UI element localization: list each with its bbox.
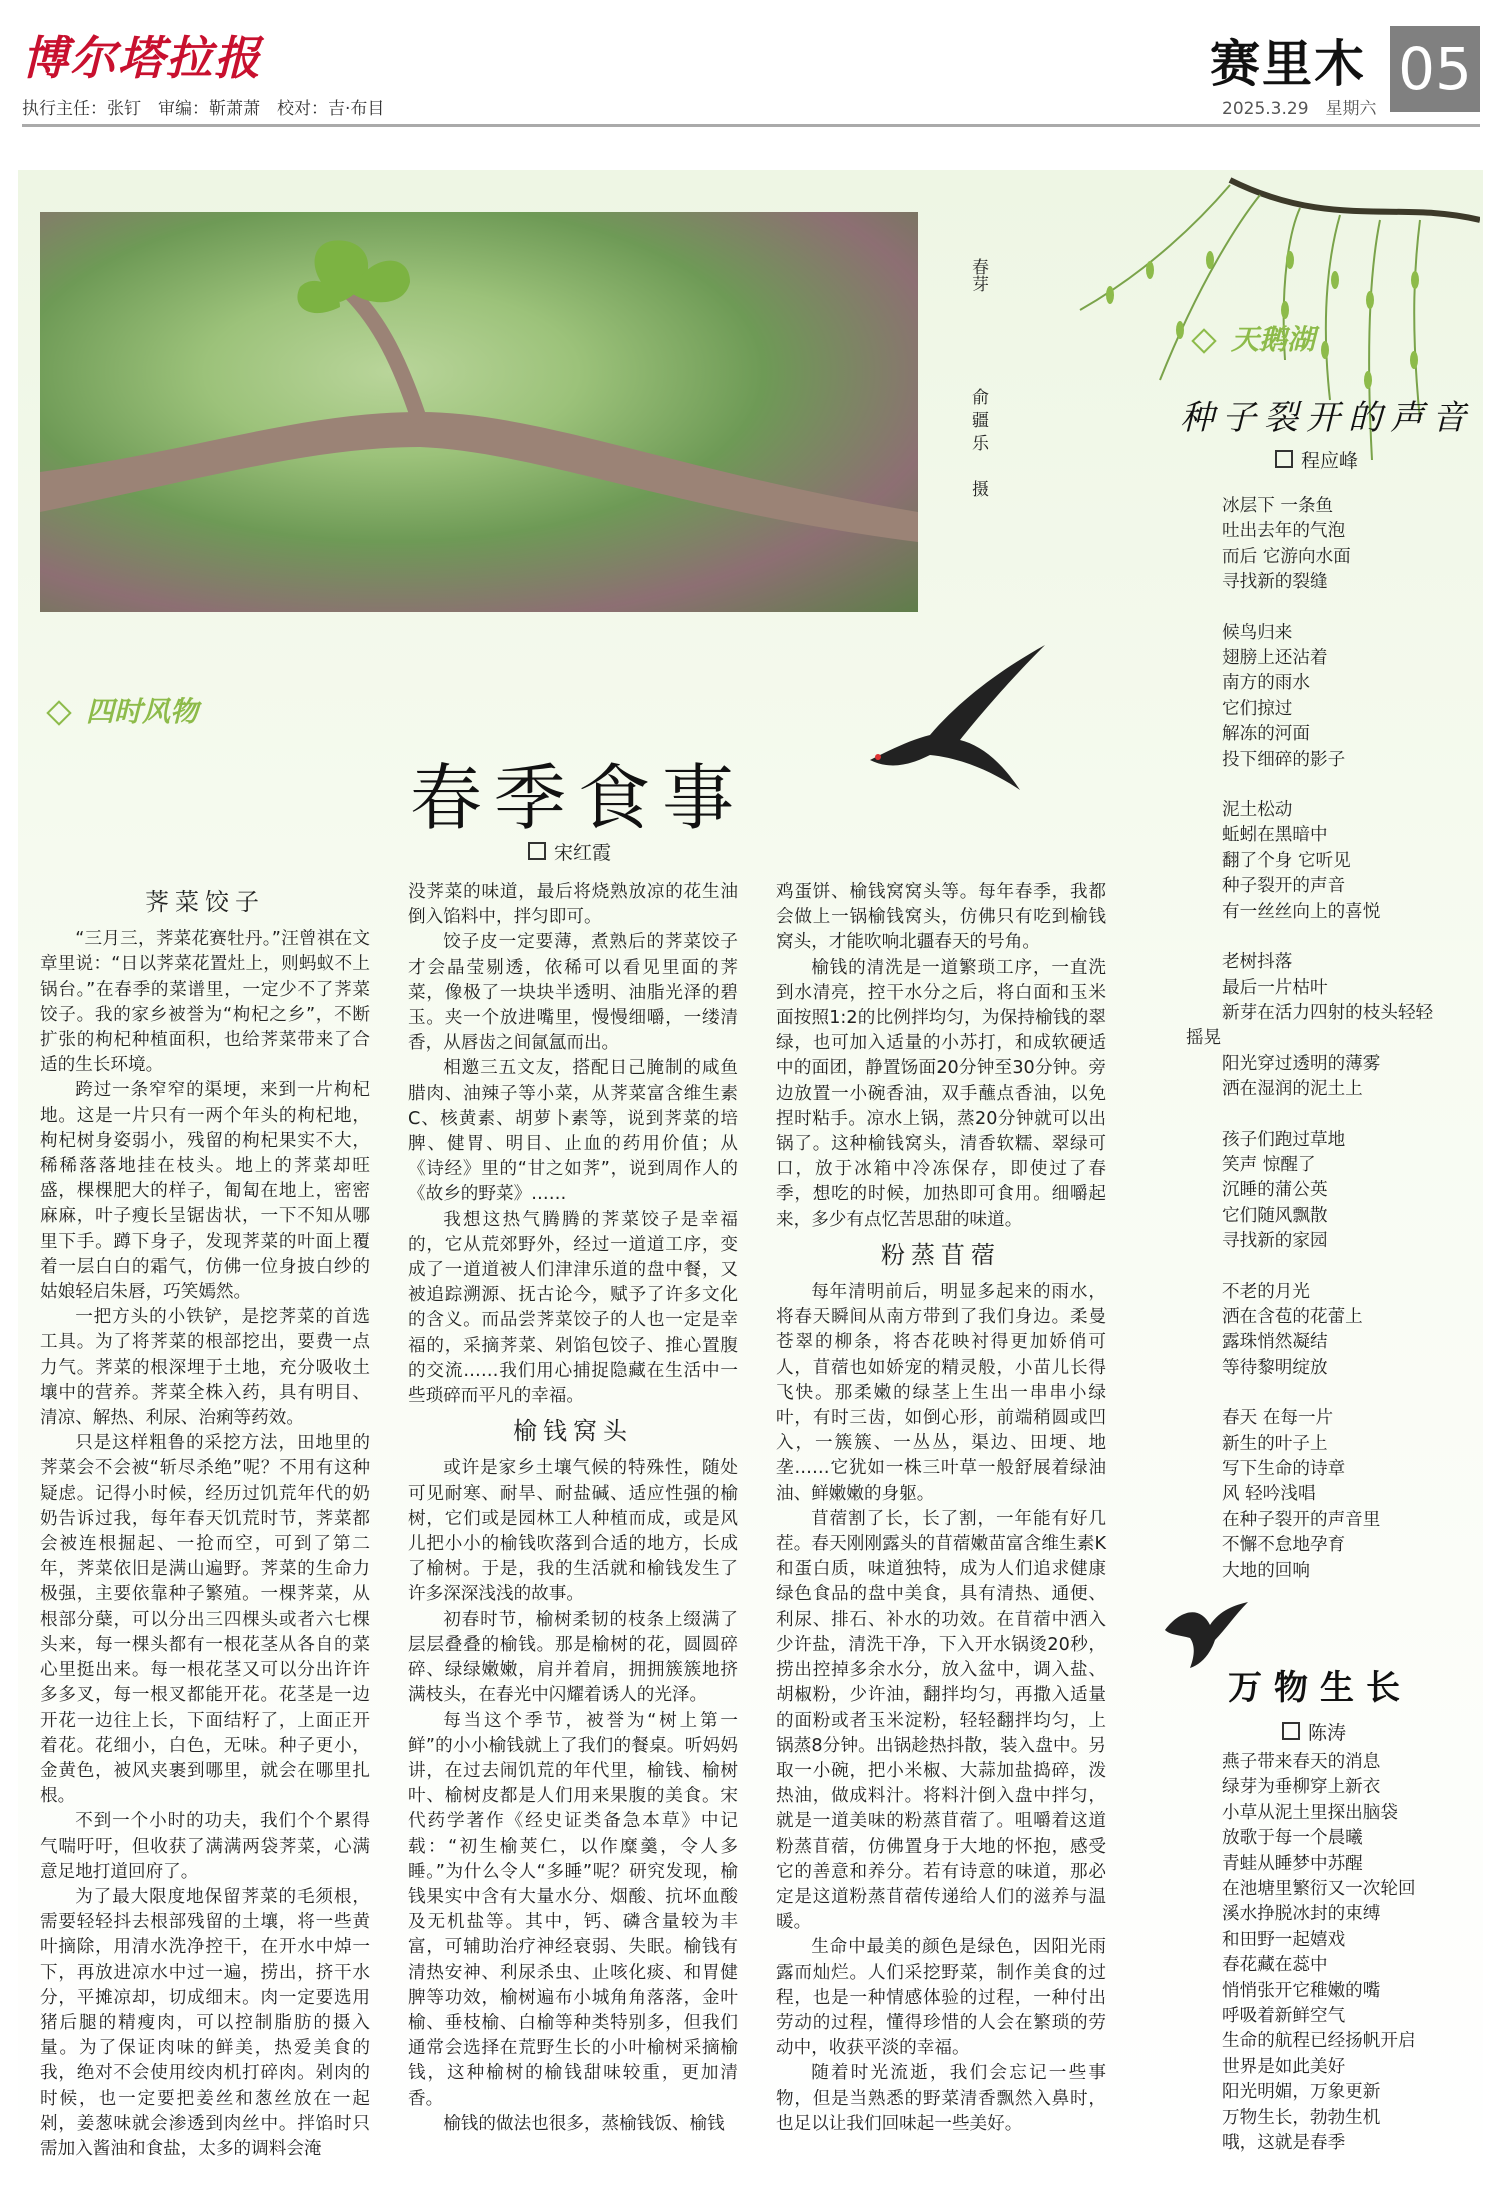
poem-line: 沉睡的蒲公英 (1222, 1180, 1328, 1201)
paragraph: 生命中最美的颜色是绿色，因阳光雨露而灿烂。人们采挖野菜，制作美食的过程，也是一种情感体验的过程，一种付出劳动的过程，懂得珍惜的人会在繁琐的劳动中，收获平淡的幸福。 (776, 1937, 1106, 2059)
paragraph: 每当这个季节，被誉为“树上第一鲜”的小小榆钱就上了我们的餐桌。听妈妈讲，在过去闹饥荒的年代里，榆钱、榆树叶、榆树皮都是人们用来果腹的美食。宋代药学著作《经史证类备急本草》中记载：“初生榆荚仁，以作糜羹，令人多睡。”为什么令人“多睡”呢？研究发现，榆钱果实中含有大量水分、烟酸、抗坏血酸及无机盐等。其中，钙、磷含量较为丰富，可辅助治疗神经衰弱、失眠。榆钱有清热安神、利尿杀虫、止咳化痰、和胃健脾等功效，榆树遍布小城角角落落，金叶榆、垂枝榆、白榆等种类特别多，但我们通常会选择在荒野生长的小叶榆树采摘榆钱，这种榆树的榆钱甜味较重，更加清香。 (408, 1710, 738, 2109)
paragraph: 初春时节，榆树柔韧的枝条上缀满了层层叠叠的榆钱。那是榆树的花，圆圆碎碎、绿绿嫩嫩，肩并着肩，拥拥簇簇地挤满枝头，在春光中闪耀着诱人的光泽。 (408, 1609, 738, 1706)
poem-line: 洒在湿润的泥土上 (1222, 1079, 1363, 1100)
poem-line: 洒在含苞的花蕾上 (1222, 1306, 1363, 1327)
poem-line: 投下细碎的影子 (1222, 749, 1346, 770)
paragraph: 随着时光流逝，我们会忘记一些事物，但是当熟悉的野菜清香飘然入鼻时，也足以让我们回味起一些美好。 (776, 2063, 1106, 2134)
poem-line: 春天 在每一片 (1222, 1408, 1334, 1429)
poem-line: 阳光穿过透明的薄雾 (1222, 1053, 1381, 1074)
swallow-icon (830, 640, 1050, 800)
page-number: 05 (1390, 26, 1480, 112)
article-column-3 (776, 880, 1106, 2137)
author-name: 宋红霞 (554, 842, 612, 864)
article-column-1 (40, 880, 370, 2162)
paragraph: 相邀三五文友，搭配日己腌制的咸鱼腊肉、油辣子等小菜，从荠菜富含维生素C、核黄素、胡萝卜素等，说到荠菜的培脾、健胃、明目、止血的药用价值；从《诗经》里的“甘之如荠”，说到周作人的《故乡的野菜》…… (408, 1058, 738, 1205)
author-square-icon (1282, 1722, 1300, 1740)
poem-title-seed: 种子裂开的声音 (1180, 398, 1474, 438)
paragraph: 跨过一条窄窄的渠埂，来到一片枸杞地。这是一片只有一两个年头的枸杞地，枸杞树身姿弱小，残留的枸杞果实不大，稀稀落落地挂在枝头。地上的荠菜却旺盛，棵棵肥大的样子，匍匐在地上，密密麻麻，叶子瘦长呈锯齿状，一下不知从哪里下手。蹲下身子，发现荠菜的叶面上覆着一层白白的霜气，仿佛一位身披白纱的姑娘轻启朱唇，巧笑嫣然。 (40, 1080, 370, 1303)
poem-line: 笑声 惊醒了 (1222, 1154, 1316, 1175)
poem-line: 候鸟归来 (1222, 622, 1293, 643)
poem-line: 悄悄张开它稚嫩的嘴 (1222, 1980, 1381, 2001)
section-label-text: 四时风物 (86, 695, 199, 728)
poem-body-growth (1222, 1750, 1462, 2157)
article-author (528, 838, 611, 865)
poem-line: 摇晃 (1186, 1028, 1222, 1049)
author-name: 程应峰 (1301, 450, 1359, 472)
poem-line: 万物生长，勃勃生机 (1222, 2107, 1381, 2128)
paragraph: 我想这热气腾腾的荠菜饺子是幸福的，它从荒郊野外，经过一道道工序，变成了一道道被人们津津乐道的盘中餐，又被追踪溯源、抚古论今，赋予了许多文化的含义。而品尝荠菜饺子的人也一定是幸福的，采摘荠菜、剁馅包饺子、推心置腹的交流……我们用心捕捉隐藏在生活中一些琐碎而平凡的幸福。 (408, 1209, 738, 1407)
poem-line: 燕子带来春天的消息 (1222, 1752, 1381, 1772)
poem-line: 吐出去年的气泡 (1222, 521, 1346, 542)
author-name: 陈涛 (1308, 1722, 1347, 1744)
subhead-muxu: 粉蒸苜蓿 (881, 1240, 1001, 1269)
poem-line: 阳光明媚，万象更新 (1222, 2082, 1381, 2103)
poem-line: 写下生命的诗章 (1222, 1459, 1346, 1479)
poem-line: 春花藏在蕊中 (1222, 1955, 1328, 1976)
poem-line: 翻了个身 它听见 (1222, 850, 1351, 871)
header-rule (22, 124, 1480, 127)
poem-stanza (1222, 1128, 1462, 1255)
poem-line: 蚯蚓在黑暗中 (1222, 825, 1328, 846)
poem-line: 不老的月光 (1222, 1281, 1310, 1302)
poem-line: 种子裂开的声音 (1222, 876, 1346, 897)
paragraph: 不到一个小时的功夫，我们个个累得气喘吁吁，但收获了满满两袋荠菜，心满意足地打道回府了。 (40, 1811, 370, 1882)
poem-line: 新芽在活力四射的枝头轻轻 (1222, 1002, 1434, 1023)
author-square-icon (1275, 450, 1293, 468)
photo-title: 春芽 (968, 258, 988, 292)
poem-stanza (1222, 494, 1462, 596)
poem-line: 在池塘里繁衍又一次轮回 (1222, 1879, 1416, 1900)
paragraph: 一把方头的小铁铲，是挖荠菜的首选工具。为了将荠菜的根部挖出，要费一点力气。荠菜的根深埋于土地，充分吸收土壤中的营养。荠菜全株入药，具有明目、清凉、解热、利尿、治痢等药效。 (40, 1307, 370, 1429)
paragraph: 为了最大限度地保留荠菜的毛须根，需要轻轻抖去根部残留的土壤，将一些黄叶摘除，用清水洗净控干，在开水中焯一下，再放进凉水中过一遍，捞出，挤干水分，平摊凉却，切成细末。肉一定要选用猪后腿的精瘦肉，可以控制脂肪的摄入量。为了保证肉味的鲜美，热爱美食的我，绝对不会使用绞肉机打碎肉。剁肉的时候，也一定要把姜丝和葱丝放在一起剁，姜葱味就会渗透到肉丝中。拌馅时只需加入酱油和食盐，太多的调料会淹 (40, 1886, 370, 2159)
paragraph: 苜蓿割了长，长了割，一年能有好几茬。春天刚刚露头的苜蓿嫩苗富含维生素K和蛋白质，味道独特，成为人们追求健康绿色食品的盘中美食，具有清热、通便、利尿、排石、补水的功效。在苜蓿中洒入少许盐，清洗干净，下入开水锅烫20秒，捞出控掉多余水分，放入盆中，调入盐、胡椒粉，少许油，翻拌均匀，再撒入适量的面粉或者玉米淀粉，轻轻翻拌均匀，上锅蒸8分钟。出锅趁热抖散，装入盘中。另取一小碗，把小米椒、大蒜加盐捣碎，泼热油，做成料汁。将料汁倒入盘中拌匀，就是一道美味的粉蒸苜蓿了。咀嚼着这道粉蒸苜蓿，仿佛置身于大地的怀抱，感受它的善意和养分。若有诗意的味道，那必定是这道粉蒸苜蓿传递给人们的滋养与温暖。 (776, 1508, 1106, 1933)
poem-line: 绿芽为垂柳穿上新衣 (1222, 1777, 1381, 1798)
poem-line: 解冻的河面 (1222, 724, 1310, 745)
poem-line: 寻找新的裂缝 (1222, 572, 1328, 593)
subhead-yuqian: 榆钱窝头 (513, 1417, 633, 1446)
poem-stanza (1222, 621, 1462, 773)
subhead-jicai: 荠菜饺子 (145, 888, 265, 916)
poem-title-growth: 万物生长 (1228, 1668, 1412, 1708)
issue-date: 2025.3.29 星期六 (1222, 99, 1377, 119)
section-diamond-icon (1191, 328, 1216, 353)
author-square-icon (528, 842, 546, 860)
poem-line: 翅膀上还沾着 (1222, 648, 1328, 669)
paragraph: 只是这样粗鲁的采挖方法，田地里的荠菜会不会被“斩尽杀绝”呢？不用有这种疑虑。记得小时候，经历过饥荒年代的奶奶告诉过我，每年春天饥荒时节，荠菜都会被连根掘起、一抢而空，可到了第二年，荠菜依旧是满山遍野。荠菜的生命力极强，主要依靠种子繁殖。一棵荠菜，从根部分蘖，可以分出三四棵头或者六七棵头来，每一棵头都有一根花茎从各自的菜心里挺出来。每一根花茎又可以分出许许多多叉，每一根叉都能开花。花茎是一边开花一边往上长，下面结籽了，上面正开着花。花细小，白色，无味。种子更小，金黄色，被风夹裹到哪里，就会在哪里扎根。 (40, 1433, 370, 1807)
poem-line: 有一丝丝向上的喜悦 (1222, 901, 1381, 922)
staff-credits: 执行主任：张钉 审编：靳萧萧 校对：吉·布目 (22, 99, 385, 119)
poem-stanza (1222, 798, 1462, 925)
poem-line: 露珠悄然凝结 (1222, 1332, 1328, 1353)
poem-line: 寻找新的家园 (1222, 1231, 1328, 1252)
poem-line: 溪水挣脱冰封的束缚 (1222, 1904, 1381, 1925)
poem-line: 最后一片枯叶 (1222, 977, 1328, 998)
poem-line: 生命的航程已经扬帆开启 (1222, 2031, 1416, 2052)
poem-line: 大地的回响 (1222, 1560, 1310, 1581)
poem-line: 呼吸着新鲜空气 (1222, 2006, 1346, 2027)
section-diamond-icon (46, 700, 71, 725)
photo-credit: 俞疆乐 摄 (968, 388, 988, 503)
paragraph: 没荠菜的味道，最后将烧熟放凉的花生油倒入馅料中，拌匀即可。 (408, 882, 738, 928)
paragraph: 榆钱的清洗是一道繁琐工序，一直洗到水清亮，控干水分之后，将白面和玉米面按照1:2的比例拌均匀，为保持榆钱的翠绿，也可加入适量的小苏打，和成软硬适中的面团，静置饧面20分钟至30分钟。旁边放置一小碗香油，双手蘸点香油，以免捏时粘手。凉水上锅，蒸20分钟就可以出锅了。这种榆钱窝头，清香软糯、翠绿可口，放于冰箱中冷冻保存，即使过了春季，想吃的时候，加热即可食用。细嚼起来，多少有点忆苦思甜的味道。 (776, 957, 1106, 1230)
poem-line: 不懈不怠地孕育 (1222, 1535, 1346, 1556)
poem-stanza (1186, 950, 1462, 1102)
poem-line: 和田野一起嬉戏 (1222, 1929, 1346, 1950)
poem-line: 新生的叶子上 (1222, 1433, 1328, 1454)
poem-line: 它们随风飘散 (1222, 1205, 1328, 1226)
poem-line: 而后 它游向水面 (1222, 546, 1351, 567)
poem-line: 青蛙从睡梦中苏醒 (1222, 1853, 1363, 1874)
article-title: 春季食事 (410, 756, 747, 840)
poem-author (1275, 446, 1358, 473)
poem-line: 老树抖落 (1222, 952, 1293, 973)
poem-line: 等待黎明绽放 (1222, 1357, 1328, 1378)
paragraph: “三月三，荠菜花赛牡丹。”汪曾祺在文章里说：“日以荠菜花置灶上，则蚂蚁不上锅台。”在春季的菜谱里，一定少不了荠菜饺子。我的家乡被誉为“枸杞之乡”，不断扩张的枸杞种植面积，也给荠菜带来了合适的生长环境。 (40, 929, 370, 1076)
poem-line: 在种子裂开的声音里 (1222, 1509, 1381, 1530)
poem-author (1282, 1718, 1346, 1745)
section-label-tianehu (1195, 318, 1315, 358)
section-label-sishi (50, 690, 198, 730)
poem-line: 泥土松动 (1222, 800, 1293, 821)
poem-line: 它们掠过 (1222, 698, 1293, 719)
article-column-2 (408, 880, 738, 2137)
paragraph: 每年清明前后，明显多起来的雨水，将春天瞬间从南方带到了我们身边。柔曼苍翠的柳条，将杏花映衬得更加娇俏可人，苜蓿也如娇宠的精灵般，小苗儿长得飞快。那柔嫩的绿茎上生出一串串小绿叶，有时三齿，如倒心形，前端稍圆或凹入，一簇簇、一丛丛，渠边、田埂、地垄……它犹如一株三叶草一般舒展着绿油油、鲜嫩嫩的身躯。 (776, 1282, 1106, 1504)
section-label-text: 天鹅湖 (1231, 323, 1316, 356)
paragraph: 或许是家乡土壤气候的特殊性，随处可见耐寒、耐旱、耐盐碱、适应性强的榆树，它们或是园林工人种植而成，或是风儿把小小的榆钱吹落到合适的地方，长成了榆树。于是，我的生活就和榆钱发生了许多深深浅浅的故事。 (408, 1458, 738, 1605)
poem-line: 风 轻吟浅唱 (1222, 1484, 1316, 1505)
poem-line: 南方的雨水 (1222, 673, 1310, 694)
poem-line: 世界是如此美好 (1222, 2056, 1346, 2077)
paragraph: 鸡蛋饼、榆钱窝窝头等。每年春季，我都会做上一锅榆钱窝头，仿佛只有吃到榆钱窝头，才能吹响北疆春天的号角。 (776, 882, 1106, 953)
poem-stanza (1222, 1406, 1462, 1584)
poem-stanza (1222, 1280, 1462, 1382)
page-name: 赛里木 (1210, 35, 1366, 93)
masthead-logo: 博尔塔拉报 (22, 31, 262, 85)
spring-bud-photo (40, 212, 918, 612)
paragraph: 榆钱的做法也很多，蒸榆钱饭、榆钱 (443, 2113, 725, 2134)
poem-line: 哦，这就是春季 (1222, 2133, 1346, 2154)
poem-body-seed (1186, 494, 1462, 1609)
poem-line: 孩子们跑过草地 (1222, 1129, 1346, 1150)
poem-line: 冰层下 一条鱼 (1222, 496, 1334, 516)
branch-illustration (40, 212, 918, 612)
poem-line: 放歌于每一个晨曦 (1222, 1828, 1363, 1849)
paragraph: 饺子皮一定要薄，煮熟后的荠菜饺子才会晶莹剔透，依稀可以看见里面的荠菜，像极了一块块半透明、油脂光泽的碧玉。夹一个放进嘴里，慢慢细嚼，一缕清香，从唇齿之间氤氲而出。 (408, 932, 738, 1054)
poem-line: 小草从泥土里探出脑袋 (1222, 1802, 1398, 1823)
